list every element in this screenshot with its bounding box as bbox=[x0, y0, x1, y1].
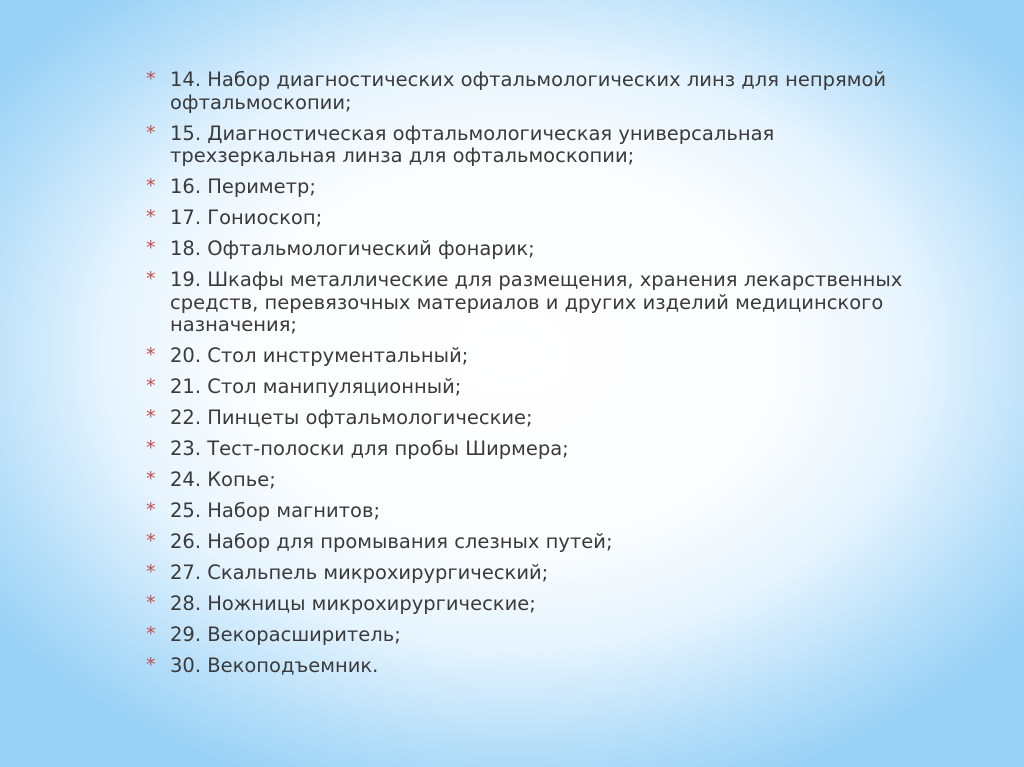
list-item-text: 15. Диагностическая офтальмологическая универсальная трехзеркальная линза для офтальмоскопии; bbox=[170, 121, 775, 167]
asterisk-bullet-icon: * bbox=[146, 468, 156, 490]
list-item bbox=[146, 207, 926, 230]
list-item-text: 28. Ножницы микрохирургические; bbox=[170, 592, 536, 615]
asterisk-bullet-icon: * bbox=[146, 623, 156, 645]
list-item-text: 23. Тест-полоски для пробы Ширмера; bbox=[170, 437, 569, 460]
list-item-text: 25. Набор магнитов; bbox=[170, 499, 381, 522]
asterisk-bullet-icon: * bbox=[146, 68, 156, 90]
list-item bbox=[146, 531, 926, 554]
asterisk-bullet-icon: * bbox=[146, 175, 156, 197]
list-item bbox=[146, 269, 926, 337]
list-item bbox=[146, 469, 926, 492]
list-item bbox=[146, 407, 926, 430]
list-item bbox=[146, 562, 926, 585]
list-item-text: 24. Копье; bbox=[170, 468, 276, 491]
list-item bbox=[146, 345, 926, 368]
list-item-text: 30. Векоподъемник. bbox=[170, 654, 379, 677]
list-item-text: 22. Пинцеты офтальмологические; bbox=[170, 406, 533, 429]
asterisk-bullet-icon: * bbox=[146, 344, 156, 366]
asterisk-bullet-icon: * bbox=[146, 530, 156, 552]
list-item-text: 19. Шкафы металлические для размещения, хранения лекарственных средств, перевязочных материалов и других изделий медицинского назначения; bbox=[170, 268, 903, 336]
asterisk-bullet-icon: * bbox=[146, 437, 156, 459]
list-item-text: 14. Набор диагностических офтальмологических линз для непрямой офтальмоскопии; bbox=[170, 68, 887, 114]
list-item bbox=[146, 123, 926, 168]
list-item-text: 21. Стол манипуляционный; bbox=[170, 375, 462, 398]
list-item-text: 29. Векорасширитель; bbox=[170, 623, 401, 646]
asterisk-bullet-icon: * bbox=[146, 561, 156, 583]
asterisk-bullet-icon: * bbox=[146, 499, 156, 521]
list-item bbox=[146, 500, 926, 523]
list-item bbox=[146, 69, 926, 114]
asterisk-bullet-icon: * bbox=[146, 237, 156, 259]
list-item-text: 20. Стол инструментальный; bbox=[170, 344, 469, 367]
asterisk-bullet-icon: * bbox=[146, 206, 156, 228]
list-item bbox=[146, 655, 926, 678]
list-item bbox=[146, 176, 926, 199]
list-item-text: 26. Набор для промывания слезных путей; bbox=[170, 530, 613, 553]
list-item-text: 18. Офтальмологический фонарик; bbox=[170, 237, 535, 260]
list-item bbox=[146, 238, 926, 261]
list-item-text: 27. Скальпель микрохирургический; bbox=[170, 561, 549, 584]
list-item bbox=[146, 376, 926, 399]
asterisk-bullet-icon: * bbox=[146, 375, 156, 397]
list-item bbox=[146, 624, 926, 647]
asterisk-bullet-icon: * bbox=[146, 268, 156, 290]
list-item-text: 17. Гониоскоп; bbox=[170, 206, 323, 229]
list-item bbox=[146, 438, 926, 461]
list-item bbox=[146, 593, 926, 616]
asterisk-bullet-icon: * bbox=[146, 654, 156, 676]
asterisk-bullet-icon: * bbox=[146, 121, 156, 144]
asterisk-bullet-icon: * bbox=[146, 592, 156, 614]
asterisk-bullet-icon: * bbox=[146, 406, 156, 428]
list-item-text: 16. Периметр; bbox=[170, 175, 316, 198]
equipment-list bbox=[146, 69, 926, 686]
